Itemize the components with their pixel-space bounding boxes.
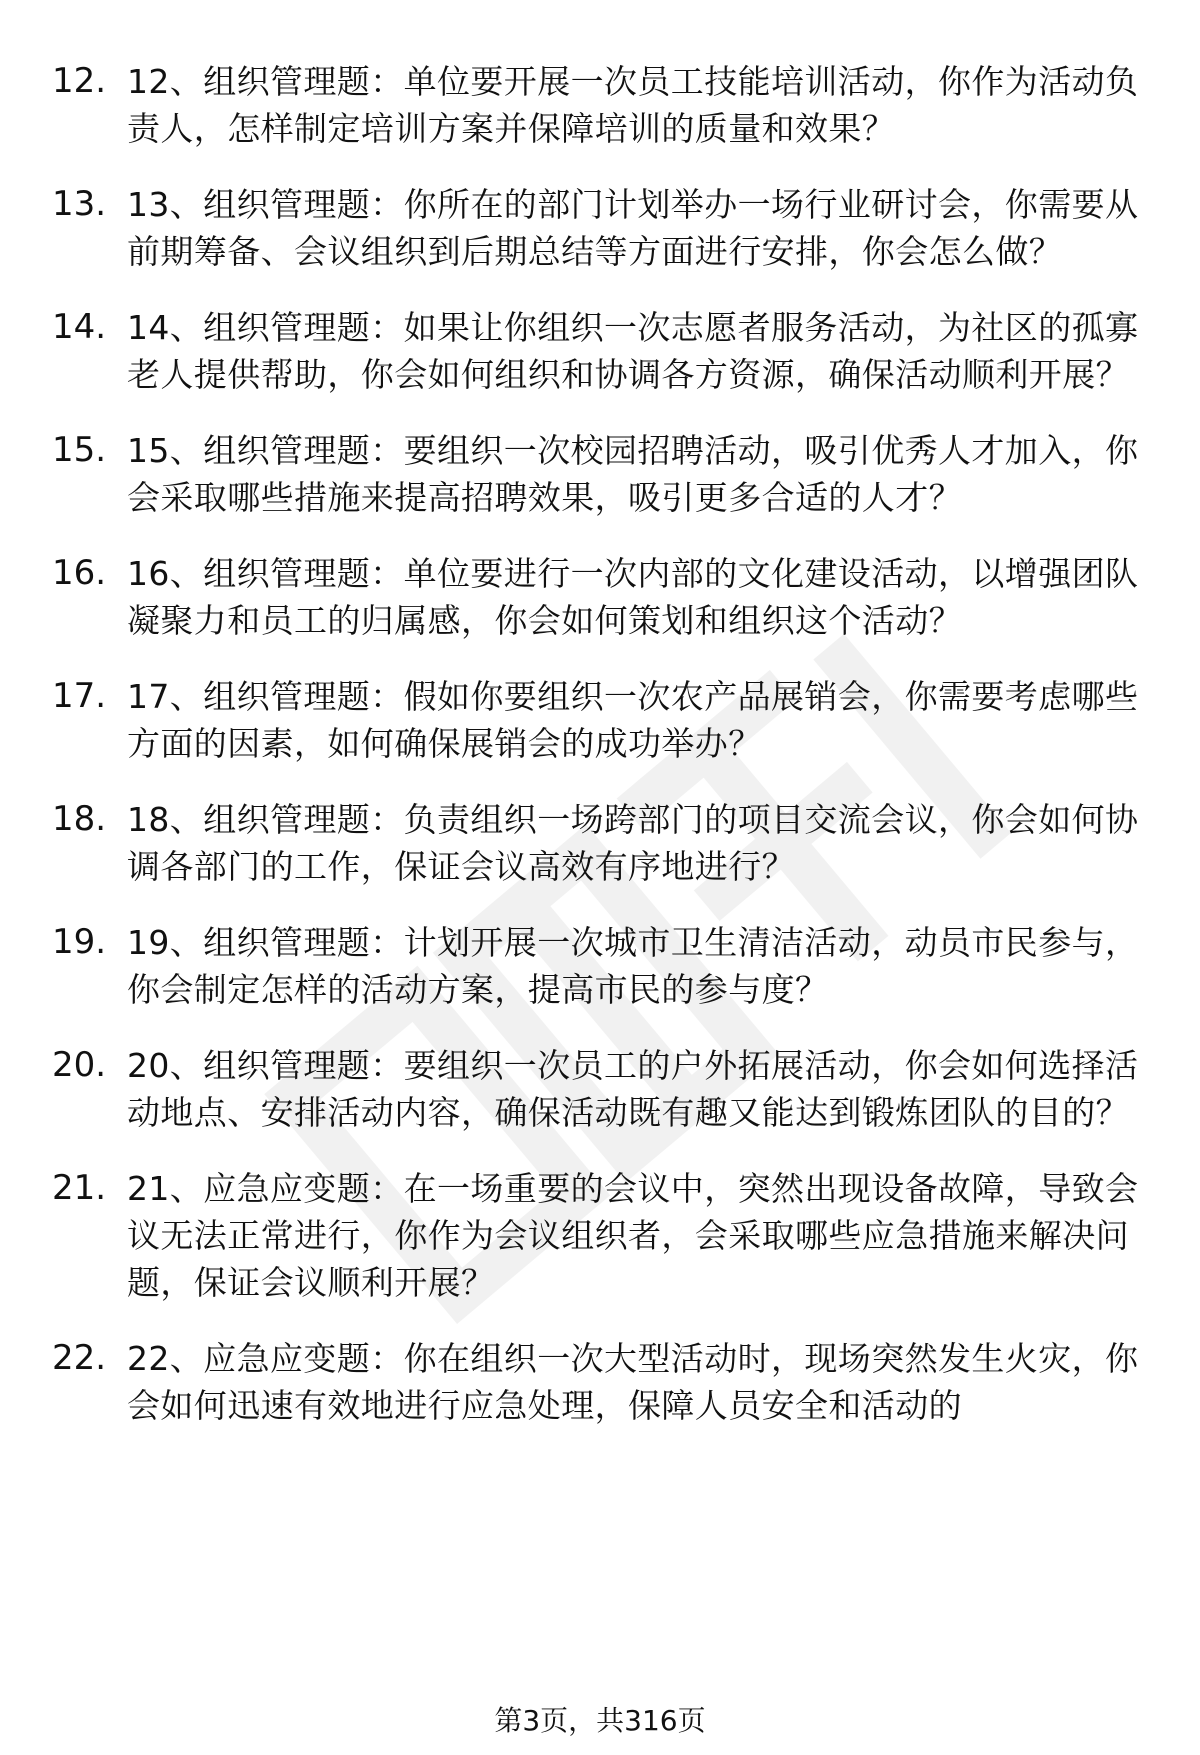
item-number: 19. bbox=[52, 922, 107, 962]
question-item bbox=[52, 58, 1162, 152]
item-number: 18. bbox=[52, 799, 107, 839]
question-text: 16、组织管理题：单位要进行一次内部的文化建设活动，以增强团队凝聚力和员工的归属感，你会如何策划和组织这个活动？ bbox=[127, 554, 1139, 640]
item-number: 22. bbox=[52, 1338, 107, 1378]
question-text: 13、组织管理题：你所在的部门计划举办一场行业研讨会，你需要从前期筹备、会议组织到后期总结等方面进行安排，你会怎么做？ bbox=[127, 185, 1139, 271]
question-item bbox=[52, 1042, 1162, 1136]
question-list bbox=[52, 58, 1162, 1458]
question-text: 12、组织管理题：单位要开展一次员工技能培训活动，你作为活动负责人，怎样制定培训方案并保障培训的质量和效果？ bbox=[127, 62, 1139, 148]
page-number-footer: 第3页，共316页 bbox=[494, 1704, 706, 1737]
question-item bbox=[52, 550, 1162, 644]
question-item bbox=[52, 1335, 1162, 1429]
item-number: 16. bbox=[52, 553, 107, 593]
question-text: 18、组织管理题：负责组织一场跨部门的项目交流会议，你会如何协调各部门的工作，保证会议高效有序地进行？ bbox=[127, 800, 1139, 886]
question-item bbox=[52, 304, 1162, 398]
question-text: 17、组织管理题：假如你要组织一次农产品展销会，你需要考虑哪些方面的因素，如何确保展销会的成功举办？ bbox=[127, 677, 1139, 763]
item-number: 20. bbox=[52, 1045, 107, 1085]
question-item bbox=[52, 181, 1162, 275]
item-number: 21. bbox=[52, 1168, 107, 1208]
item-number: 14. bbox=[52, 307, 107, 347]
question-text: 19、组织管理题：计划开展一次城市卫生清洁活动，动员市民参与，你会制定怎样的活动方案，提高市民的参与度？ bbox=[127, 923, 1139, 1009]
item-number: 13. bbox=[52, 184, 107, 224]
item-number: 15. bbox=[52, 430, 107, 470]
item-number: 17. bbox=[52, 676, 107, 716]
question-item bbox=[52, 796, 1162, 890]
item-number: 12. bbox=[52, 61, 107, 101]
question-text: 22、应急应变题：你在组织一次大型活动时，现场突然发生火灾，你会如何迅速有效地进行应急处理，保障人员安全和活动的 bbox=[127, 1339, 1139, 1425]
question-item bbox=[52, 427, 1162, 521]
question-text: 14、组织管理题：如果让你组织一次志愿者服务活动，为社区的孤寡老人提供帮助，你会如何组织和协调各方资源，确保活动顺利开展？ bbox=[127, 308, 1139, 394]
question-item bbox=[52, 919, 1162, 1013]
question-item bbox=[52, 673, 1162, 767]
question-item bbox=[52, 1165, 1162, 1306]
question-text: 15、组织管理题：要组织一次校园招聘活动，吸引优秀人才加入，你会采取哪些措施来提高招聘效果，吸引更多合适的人才？ bbox=[127, 431, 1139, 517]
question-text: 21、应急应变题：在一场重要的会议中，突然出现设备故障，导致会议无法正常进行，你作为会议组织者，会采取哪些应急措施来解决问题，保证会议顺利开展？ bbox=[127, 1169, 1139, 1302]
question-text: 20、组织管理题：要组织一次员工的户外拓展活动，你会如何选择活动地点、安排活动内容，确保活动既有趣又能达到锻炼团队的目的？ bbox=[127, 1046, 1139, 1132]
